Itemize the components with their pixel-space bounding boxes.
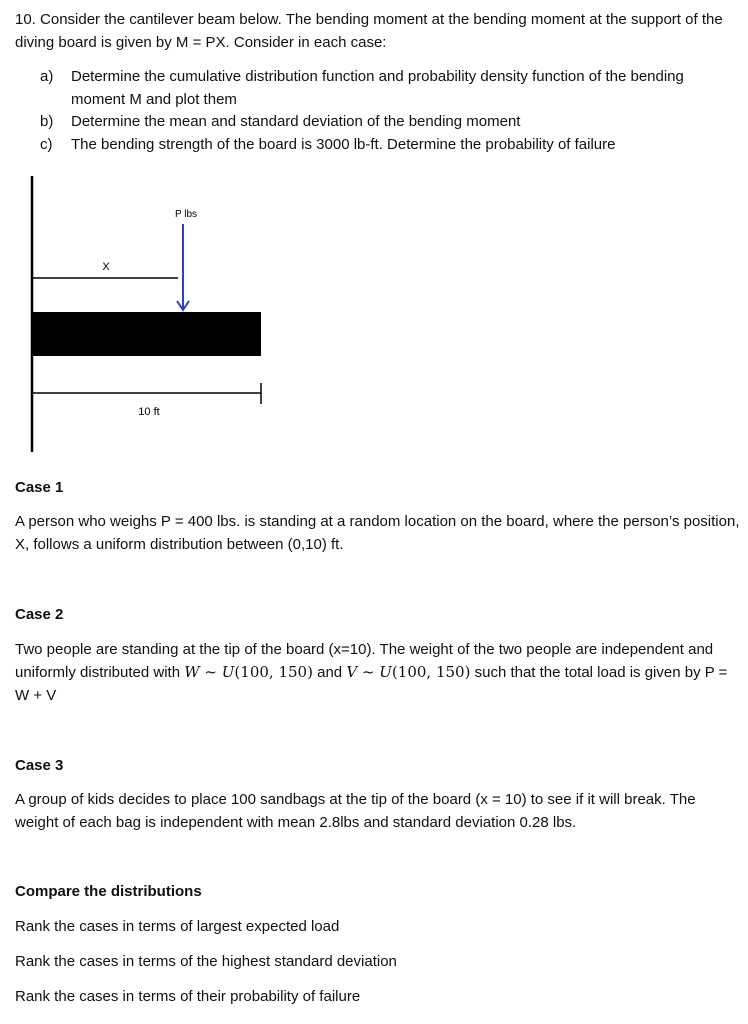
case-1-title: Case 1 (15, 479, 64, 496)
length-label: 10 ft (138, 406, 160, 418)
w-uniform-symbol: U (221, 663, 235, 681)
load-label: P lbs (174, 209, 198, 220)
compare-item-expected-load: Rank the cases in terms of largest expected load (15, 918, 340, 935)
part-c-text: The bending strength of the board is 3000 lb-ft. Determine the probability of failure (71, 135, 616, 153)
case-2-connector: and (312, 664, 347, 681)
cantilever-beam-diagram (0, 170, 300, 460)
compare-title: Compare the distributions (15, 883, 202, 900)
v-distributed-symbol: ~ (357, 663, 380, 681)
w-distributed-symbol: ~ (199, 663, 222, 681)
problem-parts-list (40, 66, 740, 156)
part-b-marker: b) (40, 113, 54, 130)
part-c-marker: c) (40, 135, 53, 153)
case-2-text-start: Two people are standing at the tip of the board (x=10). The weight of the two people are independent and uniformly distributed with (15, 641, 714, 681)
case-2-text (15, 638, 740, 707)
problem-intro: 10. Consider the cantilever beam below. The bending moment at the bending moment at the support of the diving board is given by M = PX. Consider in each case: (15, 11, 723, 51)
part-a-text: Determine the cumulative distribution function and probability density function of the bending moment M and plot them (71, 68, 684, 108)
compare-item-failure-prob: Rank the cases in terms of their probability of failure (15, 988, 361, 1005)
v-uniform-bounds: (100, 150) (391, 663, 471, 681)
case-3-text: A group of kids decides to place 100 sandbags at the tip of the board (x = 10) to see if it will break. The weight of each bag is independent with mean 2.8lbs and standard deviation 0.28 lbs. (15, 791, 696, 831)
case-3-title: Case 3 (15, 757, 64, 774)
compare-item-std-dev: Rank the cases in terms of the highest standard deviation (15, 953, 397, 970)
part-c (40, 134, 740, 157)
case-2-title: Case 2 (15, 606, 64, 623)
part-a-marker: a) (40, 68, 54, 85)
w-uniform-bounds: (100, 150) (234, 663, 313, 681)
weight-w-variable: W (184, 663, 200, 681)
weight-v-variable: V (346, 663, 358, 681)
part-b-text: Determine the mean and standard deviation of the bending moment (71, 113, 521, 130)
diving-board-beam (33, 312, 261, 356)
v-uniform-symbol: U (379, 663, 392, 681)
case-1-text: A person who weighs P = 400 lbs. is standing at a random location on the board, where the person’s position, X, follows a uniform distribution between (0,10) ft. (15, 513, 740, 553)
position-label: X (102, 261, 110, 273)
part-b (40, 111, 740, 134)
part-a (40, 66, 740, 111)
case-2-text-end: such that the total load is given by P = W + V (15, 664, 728, 704)
